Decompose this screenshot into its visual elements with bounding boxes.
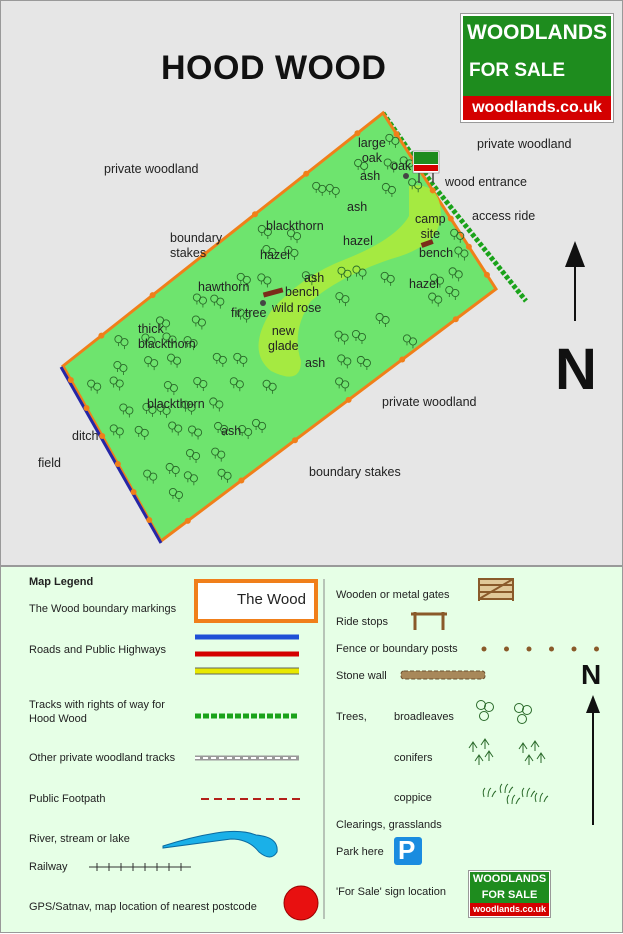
label-large-oak: large oak — [358, 136, 386, 165]
fence-post — [549, 647, 554, 652]
boundary-post — [292, 437, 298, 443]
label-access-ride: access ride — [472, 209, 536, 223]
boundary-post — [115, 461, 121, 467]
conifer-icon — [485, 751, 493, 761]
boundary-post — [303, 171, 309, 177]
label-wood-entrance: wood entrance — [445, 175, 528, 189]
boundary-post — [238, 478, 244, 484]
conifer-icon — [525, 755, 533, 765]
boundary-post — [84, 405, 90, 411]
legend-footpath-label: Public Footpath — [29, 793, 106, 805]
label-ash: ash — [304, 271, 325, 285]
label-ash: ash — [360, 169, 381, 183]
label-wild-rose: wild rose — [272, 301, 322, 315]
map-title: HOOD WOOD — [161, 49, 387, 87]
coppice-icon — [507, 795, 520, 804]
legend-railway-label: Railway — [29, 861, 68, 873]
coppice-icon — [500, 784, 513, 793]
legend-park-label: Park here — [336, 846, 384, 858]
label-bench: bench — [285, 285, 320, 299]
label-ditch: ditch — [72, 429, 99, 443]
boundary-post — [448, 216, 454, 222]
fence-post — [482, 647, 487, 652]
legend-wood-box-text: The Wood — [237, 591, 306, 608]
fence-post — [527, 647, 532, 652]
boundary-post — [68, 377, 74, 383]
label-camp-site: camp site — [415, 212, 446, 241]
boundary-post — [399, 357, 405, 363]
broadleaf-icon — [515, 704, 532, 724]
legend-panel — [0, 566, 623, 933]
label-bench: bench — [419, 246, 454, 260]
boundary-post — [98, 333, 104, 339]
coppice-icon — [535, 793, 548, 802]
north-arrow-head — [565, 241, 585, 267]
label-ash: ash — [347, 200, 368, 214]
gps-location-symbol — [284, 886, 318, 920]
legend-heading: Map Legend — [29, 576, 94, 588]
logo-text: FOR SALE — [470, 887, 549, 903]
boundary-post — [466, 244, 472, 250]
river-symbol — [163, 831, 277, 857]
north-arrow-head — [586, 695, 600, 713]
conifer-icon — [481, 739, 489, 749]
label-hazel: hazel — [409, 277, 439, 291]
legend-coppice-label: coppice — [394, 792, 432, 804]
boundary-post — [252, 211, 258, 217]
legend-boundary-label: The Wood boundary markings — [29, 603, 177, 615]
label-private-woodland-nw: private woodland — [104, 162, 199, 176]
label-hazel: hazel — [343, 234, 373, 248]
label-hawthorn: hawthorn — [198, 280, 250, 294]
logo-text: WOODLANDS — [470, 872, 549, 887]
logo-text: FOR SALE — [463, 50, 611, 96]
legend-tree-symbols — [469, 701, 548, 805]
legend-roads-label: Roads and Public Highways — [29, 644, 166, 656]
coppice-icon — [483, 788, 496, 797]
logo-url: woodlands.co.uk — [470, 903, 549, 916]
conifer-icon — [531, 741, 539, 751]
legend-river-label: River, stream or lake — [29, 833, 130, 845]
conifer-icon — [469, 742, 477, 752]
label-blackthorn: blackthorn — [266, 219, 324, 233]
label-hazel: hazel — [260, 248, 290, 262]
label-fir-tree: fir tree — [231, 306, 267, 320]
label-blackthorn: blackthorn — [147, 397, 205, 411]
label-ash: ash — [221, 424, 242, 438]
logo-url: woodlands.co.uk — [463, 96, 611, 120]
boundary-post — [150, 292, 156, 298]
label-private-woodland-ne: private woodland — [477, 137, 572, 151]
conifer-icon — [519, 743, 527, 753]
fence-post — [594, 647, 599, 652]
label-boundary-stakes: boundary stakes — [309, 465, 401, 479]
fence-post — [572, 647, 577, 652]
legend-clearings-label: Clearings, grasslands — [336, 819, 442, 831]
boundary-post — [185, 518, 191, 524]
legend-fence-label: Fence or boundary posts — [336, 643, 458, 655]
conifer-icon — [537, 753, 545, 763]
legend-north-symbol: N — [581, 659, 602, 690]
ride-stop-symbol — [411, 612, 447, 630]
boundary-post — [484, 272, 490, 278]
boundary-post — [131, 489, 137, 495]
woodlands-logo-small[interactable] — [468, 870, 551, 918]
logo-text: WOODLANDS — [463, 16, 611, 50]
legend-for-sale-sign-label: 'For Sale' sign location — [336, 886, 446, 898]
boundary-post — [394, 131, 400, 137]
label-private-woodland-se: private woodland — [382, 395, 477, 409]
label-oak: oak — [391, 159, 412, 173]
boundary-post — [430, 187, 436, 193]
stone-wall-symbol — [401, 671, 485, 679]
conifer-icon — [475, 755, 483, 765]
label-thick-blackthorn: thick blackthorn — [138, 322, 196, 351]
label-boundary-stakes: boundary stakes — [170, 231, 223, 260]
legend-trees-label: Trees, — [336, 711, 367, 723]
fence-post — [504, 647, 509, 652]
label-new-glade: new glade — [268, 324, 299, 353]
gate-symbol — [479, 579, 513, 601]
park-symbol-letter: P — [398, 835, 416, 865]
legend-gps-label: GPS/Satnav, map location of nearest postcode — [29, 901, 257, 913]
legend-broadleaves-label: broadleaves — [394, 711, 454, 723]
legend-conifers-label: conifers — [394, 752, 433, 764]
legend-tracks-label: Tracks with rights of way for Hood Wood — [29, 699, 165, 725]
legend-gates-label: Wooden or metal gates — [336, 589, 450, 601]
legend-other-tracks-label: Other private woodland tracks — [29, 752, 176, 764]
boundary-post — [453, 316, 459, 322]
north-symbol: N — [555, 337, 597, 402]
label-ash: ash — [305, 356, 326, 370]
label-field: field — [38, 456, 61, 470]
boundary-post — [99, 433, 105, 439]
coppice-icon — [522, 788, 535, 797]
fence-post-symbol — [482, 647, 600, 652]
legend-stone-wall-label: Stone wall — [336, 670, 387, 682]
boundary-post — [146, 517, 152, 523]
legend-ride-stops-label: Ride stops — [336, 616, 388, 628]
boundary-post — [346, 397, 352, 403]
broadleaf-icon — [477, 701, 494, 721]
